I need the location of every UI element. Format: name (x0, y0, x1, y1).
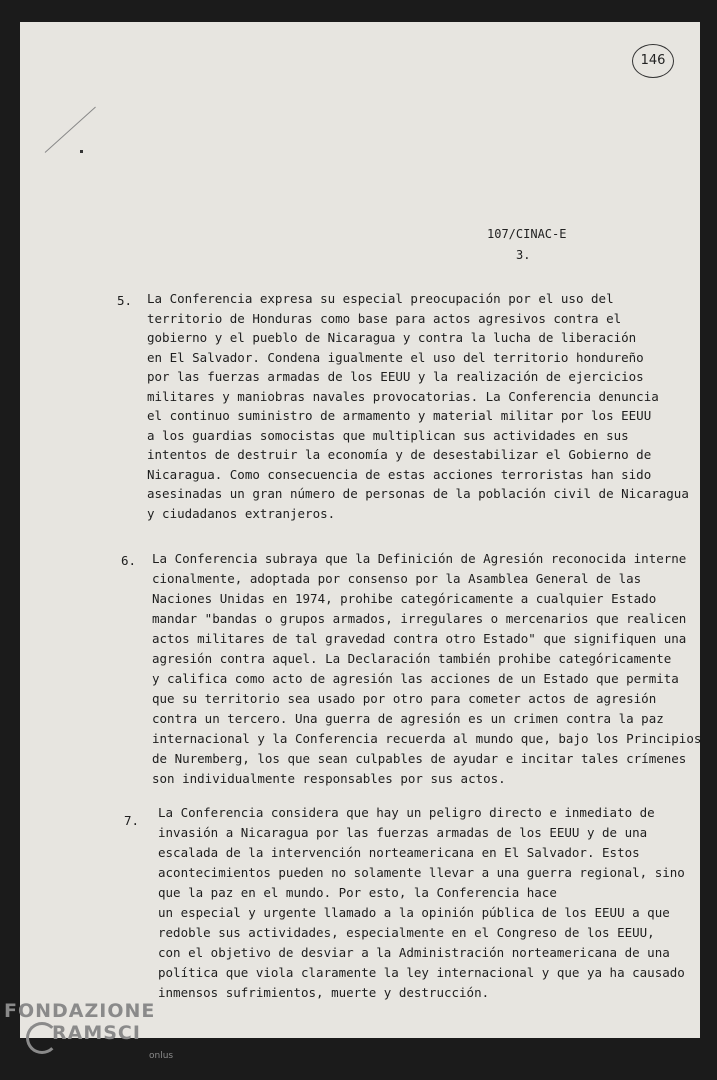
text-line: en El Salvador. Condena igualmente el uso del territorio hondureño (147, 349, 644, 365)
paragraph-number: 7. (124, 813, 140, 828)
archive-stamp: 146 (632, 44, 674, 78)
text-line: invasión a Nicaragua por las fuerzas armadas de los EEUU y de una (158, 825, 648, 840)
text-line: internacional y la Conferencia recuerda al mundo que, bajo los Principios (152, 731, 702, 746)
text-line: con el objetivo de desviar a la Administración norteamericana de una (158, 945, 670, 960)
text-line: Naciones Unidas en 1974, prohibe categóricamente a cualquier Estado (152, 591, 657, 606)
text-line: acontecimientos pueden no solamente llevar a una guerra regional, sino (158, 865, 685, 880)
text-line: territorio de Honduras como base para actos agresivos contra el (147, 310, 622, 326)
document-page (20, 22, 700, 1038)
text-line: agresión contra aquel. La Declaración también prohibe categóricamente (152, 651, 672, 666)
text-line: contra un tercero. Una guerra de agresión es un crimen contra la paz (152, 711, 664, 726)
document-reference: 107/CINAC-E (487, 227, 567, 241)
text-line: La Conferencia expresa su especial preocupación por el uso del (147, 291, 614, 306)
text-line: La Conferencia considera que hay un peligro directo e inmediato de (158, 805, 655, 820)
text-line: que la paz en el mundo. Por esto, la Conferencia hace (158, 885, 557, 900)
text-line: gobierno y el pueblo de Nicaragua y contra la lucha de liberación (147, 330, 637, 345)
page-number: 3. (516, 248, 531, 262)
watermark-line2: RAMSCI (52, 1022, 141, 1044)
text-line: redoble sus actividades, especialmente en el Congreso de los EEUU, (158, 925, 655, 940)
text-line: política que viola claramente la ley internacional y que ya ha causado (158, 965, 685, 980)
text-line: inmensos sufrimientos, muerte y destrucción. (158, 985, 490, 1000)
text-line: Nicaragua. Como consecuencia de estas acciones terroristas han sido (147, 466, 652, 482)
text-line: y ciudadanos extranjeros. (147, 505, 336, 521)
text-line: de Nuremberg, los que sean culpables de ayudar e incitar tales crímenes (152, 751, 687, 766)
text-line: por las fuerzas armadas de los EEUU y la realización de ejercicios (147, 369, 644, 384)
text-line: son individualmente responsables por sus actos. (152, 771, 506, 786)
watermark-suffix: onlus (149, 1051, 174, 1061)
text-line: un especial y urgente llamado a la opinión pública de los EEUU a que (158, 905, 670, 920)
text-line: asesinadas un gran número de personas de la población civil de Nicaragua (147, 486, 689, 501)
paragraph-number: 5. (117, 293, 133, 308)
text-line: intentos de destruir la economía y de desestabilizar el Gobierno de (147, 447, 652, 462)
ink-dot (80, 150, 83, 153)
paragraph-number: 6. (121, 553, 137, 568)
text-line: y califica como acto de agresión las acciones de un Estado que permita (152, 671, 679, 686)
fondazione-gramsci-watermark (4, 1000, 174, 1061)
text-line: escalada de la intervención norteamericana en El Salvador. Estos (158, 845, 640, 860)
watermark-line1: FONDAZIONE (4, 1000, 156, 1022)
text-line: La Conferencia subraya que la Definición de Agresión reconocida interne (152, 551, 687, 566)
pencil-mark (45, 107, 96, 153)
text-line: a los guardias somocistas que multiplican sus actividades en sus (147, 427, 629, 443)
text-line: cionalmente, adoptada por consenso por la Asamblea General de las (152, 571, 642, 586)
text-line: el continuo suministro de armamento y material militar por los EEUU (147, 408, 652, 423)
text-line: militares y maniobras navales provocatorias. La Conferencia denuncia (147, 388, 659, 404)
text-line: actos militares de tal gravedad contra otro Estado" que signifiquen una (152, 631, 687, 646)
text-line: que su territorio sea usado por otro para cometer actos de agresión (152, 691, 657, 706)
text-line: mandar "bandas o grupos armados, irregulares o mercenarios que realicen (152, 611, 687, 626)
